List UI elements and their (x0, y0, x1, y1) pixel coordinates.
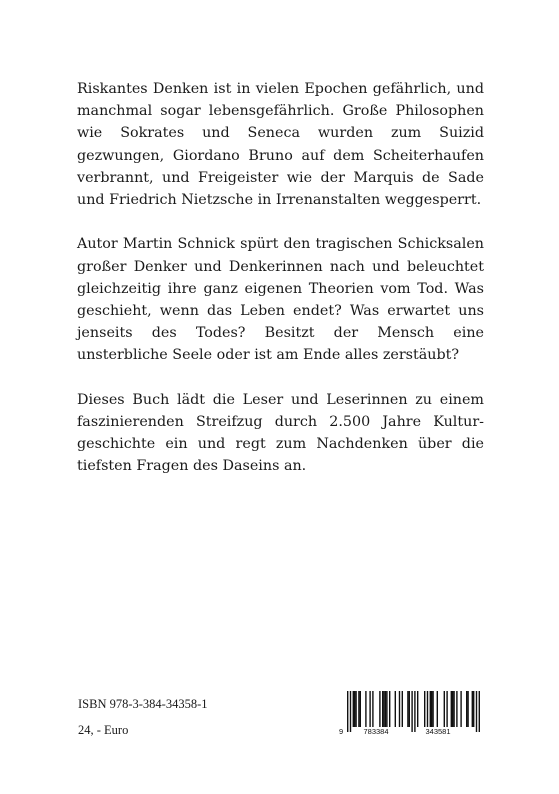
barcode-bar (460, 691, 461, 727)
barcode-right-digits: 343581 (425, 727, 451, 736)
barcode-bar (430, 691, 431, 727)
barcode-bar (417, 691, 418, 727)
price-text: 24, - Euro (78, 723, 129, 737)
barcode-bar (358, 691, 359, 727)
barcode-bar (395, 691, 396, 727)
barcode-bar (386, 691, 387, 727)
barcode-bar (355, 691, 356, 727)
barcode-bar (467, 691, 468, 727)
barcode-bar (347, 691, 348, 732)
barcode-bar (431, 691, 432, 727)
barcode-bar (385, 691, 386, 727)
barcode-bar (409, 691, 410, 727)
barcode-bar (452, 691, 453, 727)
barcode-bar (451, 691, 452, 727)
barcode-bar (453, 691, 454, 727)
barcode-bar (360, 691, 361, 727)
barcode-bar (473, 691, 474, 727)
blurb-paragraph-3: Dieses Buch lädt die Leser und Leserinnen zu einem faszinierenden Streifzug durch 2.500 Jahre Kulturgeschichte ein und regt zum Nachdenken über die tiefsten Fragen des Daseins an. (77, 391, 484, 475)
barcode-bar (382, 691, 383, 727)
barcode-bar (353, 691, 354, 727)
barcode-bar (472, 691, 473, 727)
barcode-bar (407, 691, 408, 727)
barcode-bar (369, 691, 370, 727)
barcode-bar (432, 691, 433, 727)
barcode-bar (383, 691, 384, 727)
barcode-lead-digit: 9 (339, 727, 344, 736)
barcode-left-digits: 783384 (363, 727, 389, 736)
blurb-paragraph-2: Autor Martin Schnick spürt den tragischen Schicksalen großer Denker und Denkerinnen nach und beleuchtet gleichzeitig ihre ganz eigenen Theorien vom Tod. Was geschieht, wenn das Leben endet? Was erwartet uns jenseits des Todes? Besitzt der Mensch eine unsterbliche Seele oder ist am Ende alles zerstäubt? (77, 236, 484, 364)
barcode-bar (354, 691, 355, 727)
barcode-bar (350, 691, 351, 732)
barcode-bar (399, 691, 400, 727)
blurb-text (77, 78, 484, 500)
blurb-paragraph-1: Riskantes Denken ist in vielen Epochen gefährlich, und manchmal sogar lebensgefährlich. Große Philosophen wie Sokrates und Seneca wurden zum Suizid gezwungen, Giordano Bruno auf dem Scheiterhaufen verbrannt, und Freigeister wie der Marquis de Sade und Friedrich Nietzsche in Irrenanstalten weggesperrt. (77, 81, 484, 209)
barcode-bar (424, 691, 425, 727)
barcode-bar (372, 691, 373, 727)
barcode-bar (414, 691, 415, 732)
barcode-bar (427, 691, 428, 727)
barcode-bars (347, 691, 480, 732)
barcode-bar (365, 691, 366, 727)
isbn-text: ISBN 978-3-384-34358-1 (78, 697, 208, 711)
barcode (337, 690, 484, 736)
barcode-bar (444, 691, 445, 727)
barcode-bar (402, 691, 403, 727)
barcode-bar (456, 691, 457, 727)
barcode-bar (479, 691, 480, 732)
barcode-bar (476, 691, 477, 732)
barcode-bar (446, 691, 447, 727)
barcode-bar (379, 691, 380, 727)
barcode-bar (389, 691, 390, 727)
barcode-bar (466, 691, 467, 727)
barcode-bar (437, 691, 438, 727)
barcode-bar (411, 691, 412, 732)
